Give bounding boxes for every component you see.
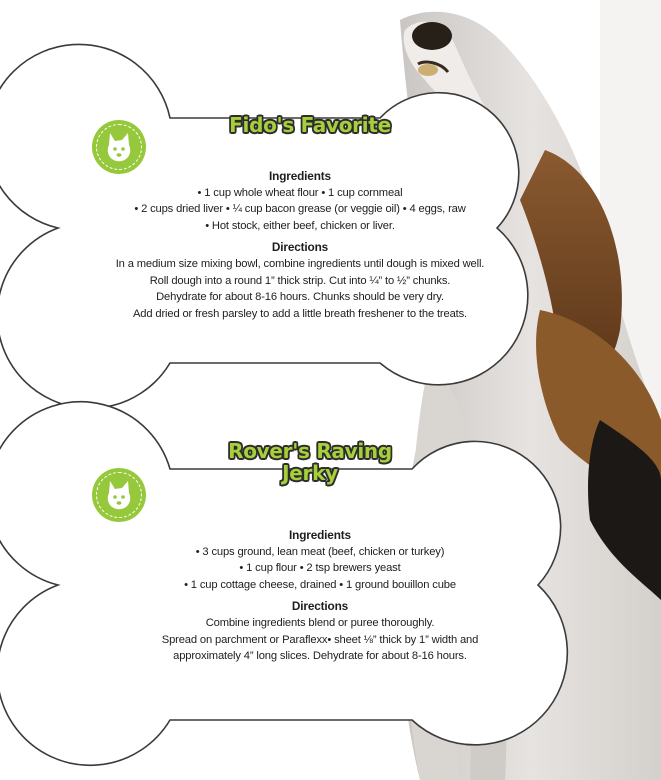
direction-line: approximately 4” long slices. Dehydrate for about 8-16 hours. [173, 650, 467, 663]
dog-head-icon [104, 131, 134, 163]
ingredient-line: • Hot stock, either beef, chicken or liver. [205, 219, 395, 232]
recipe-title-1 [200, 114, 420, 136]
recipe-badge-2 [92, 468, 146, 522]
recipe-title-line: Rover's Raving [228, 439, 392, 463]
direction-line: Dehydrate for about 8-16 hours. Chunks should be very dry. [156, 291, 444, 304]
recipe-body-1 [60, 168, 540, 322]
directions-heading: Directions [291, 599, 349, 614]
ingredient-line: • 1 cup cottage cheese, drained • 1 ground bouillon cube [184, 578, 456, 591]
dog-head-icon [104, 479, 134, 511]
recipe-body-2 [80, 527, 560, 665]
direction-line: In a medium size mixing bowl, combine ingredients until dough is mixed well. [115, 257, 485, 270]
ingredient-line: • 3 cups ground, lean meat (beef, chicken or turkey) [195, 545, 445, 558]
ingredient-line: • 1 cup flour • 2 tsp brewers yeast [239, 562, 401, 575]
recipe-title-2 [190, 440, 430, 484]
recipe-title-line: Jerky [282, 461, 338, 485]
directions-heading: Directions [271, 240, 329, 255]
ingredient-line: • 1 cup whole wheat flour • 1 cup cornmeal [197, 186, 403, 199]
ingredients-heading: Ingredients [289, 528, 351, 542]
direction-line: Roll dough into a round 1” thick strip. Cut into ¼” to ½” chunks. [149, 274, 451, 287]
direction-line: Add dried or fresh parsley to add a little breath freshener to the treats. [132, 307, 468, 320]
recipe-badge-1 [92, 120, 146, 174]
direction-line: Combine ingredients blend or puree thoroughly. [205, 616, 435, 629]
direction-line: Spread on parchment or Paraflexx• sheet ⅛” thick by 1” width and [161, 633, 479, 646]
recipe-title-line: Fido's Favorite [229, 113, 391, 137]
ingredients-heading: Ingredients [269, 169, 331, 183]
ingredient-line: • 2 cups dried liver • ¼ cup bacon grease (or veggie oil) • 4 eggs, raw [134, 203, 466, 216]
